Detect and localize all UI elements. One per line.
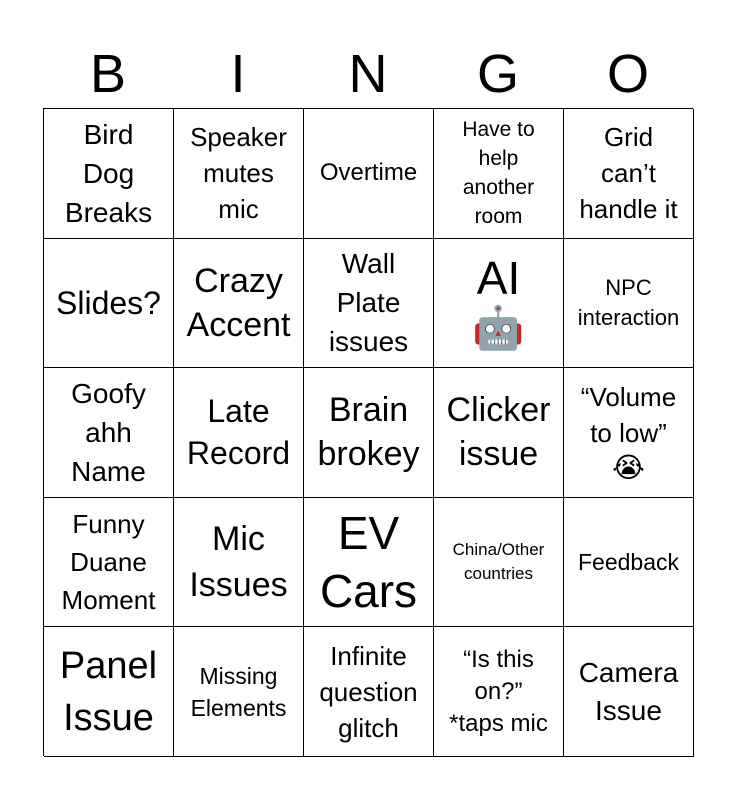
bingo-cell[interactable] <box>434 627 564 757</box>
bingo-cell[interactable] <box>44 498 174 628</box>
cell-label: Wall Plate issues <box>328 248 409 358</box>
cell-label: Speaker mutes mic <box>190 122 287 225</box>
bingo-cell[interactable] <box>174 498 304 628</box>
cell-label: EV Cars <box>319 507 418 618</box>
cell-label: NPC interaction <box>577 274 680 330</box>
bingo-cell[interactable] <box>434 109 564 239</box>
header-letter-o: O <box>606 44 649 104</box>
bingo-cell[interactable] <box>564 109 694 239</box>
bingo-board <box>43 108 693 756</box>
cell-label: Panel Issue <box>59 644 158 739</box>
cell-label: Late Record <box>186 393 291 472</box>
cell-label: Feedback <box>577 549 679 576</box>
header-letter-n: N <box>348 44 388 104</box>
bingo-cell[interactable] <box>304 627 434 757</box>
bingo-cell[interactable] <box>174 239 304 369</box>
cell-label: “Is this on?” *taps mic <box>449 645 548 737</box>
header-letter-g: G <box>476 44 519 104</box>
cell-label: Slides? <box>56 284 161 321</box>
cell-label: Missing Elements <box>190 662 287 721</box>
cell-label: Bird Dog Breaks <box>64 118 153 228</box>
cell-label: Grid can’t handle it <box>579 122 678 225</box>
bingo-cell[interactable] <box>304 239 434 369</box>
bingo-cell[interactable] <box>44 368 174 498</box>
cell-label: Brain brokey <box>317 391 420 474</box>
bingo-cell[interactable] <box>304 498 434 628</box>
bingo-cell[interactable] <box>44 239 174 369</box>
cell-label: Overtime <box>319 159 418 187</box>
header-letter-b: B <box>89 44 127 104</box>
bingo-cell[interactable] <box>434 239 564 369</box>
bingo-cell[interactable] <box>434 498 564 628</box>
bingo-cell[interactable] <box>174 627 304 757</box>
bingo-cell[interactable] <box>564 368 694 498</box>
cell-label: Camera Issue <box>578 656 679 726</box>
bingo-cell[interactable] <box>564 498 694 628</box>
cell-label: Goofy ahh Name <box>71 377 146 487</box>
bingo-cell[interactable] <box>564 239 694 369</box>
crying-face-icon: 😭 <box>612 451 645 485</box>
bingo-cell[interactable] <box>44 109 174 239</box>
cell-label: Crazy Accent <box>186 261 291 344</box>
bingo-header <box>43 40 693 108</box>
bingo-cell[interactable] <box>564 627 694 757</box>
cell-label: Funny Duane Moment <box>61 509 156 616</box>
cell-label: Infinite question glitch <box>319 640 418 743</box>
cell-label: Have to help another room <box>462 118 535 229</box>
bingo-cell[interactable] <box>174 109 304 239</box>
bingo-cell[interactable] <box>304 109 434 239</box>
robot-icon: 🤖 <box>472 302 525 352</box>
cell-label: China/Other countries <box>452 540 545 584</box>
cell-label: AI <box>476 251 521 304</box>
cell-label: Clicker issue <box>446 391 551 474</box>
bingo-cell[interactable] <box>44 627 174 757</box>
cell-label: “Volume to low” <box>580 382 677 449</box>
bingo-cell[interactable] <box>304 368 434 498</box>
cell-label: Mic Issues <box>189 520 288 605</box>
bingo-cell[interactable] <box>174 368 304 498</box>
header-letter-i: I <box>230 44 246 104</box>
bingo-cell[interactable] <box>434 368 564 498</box>
